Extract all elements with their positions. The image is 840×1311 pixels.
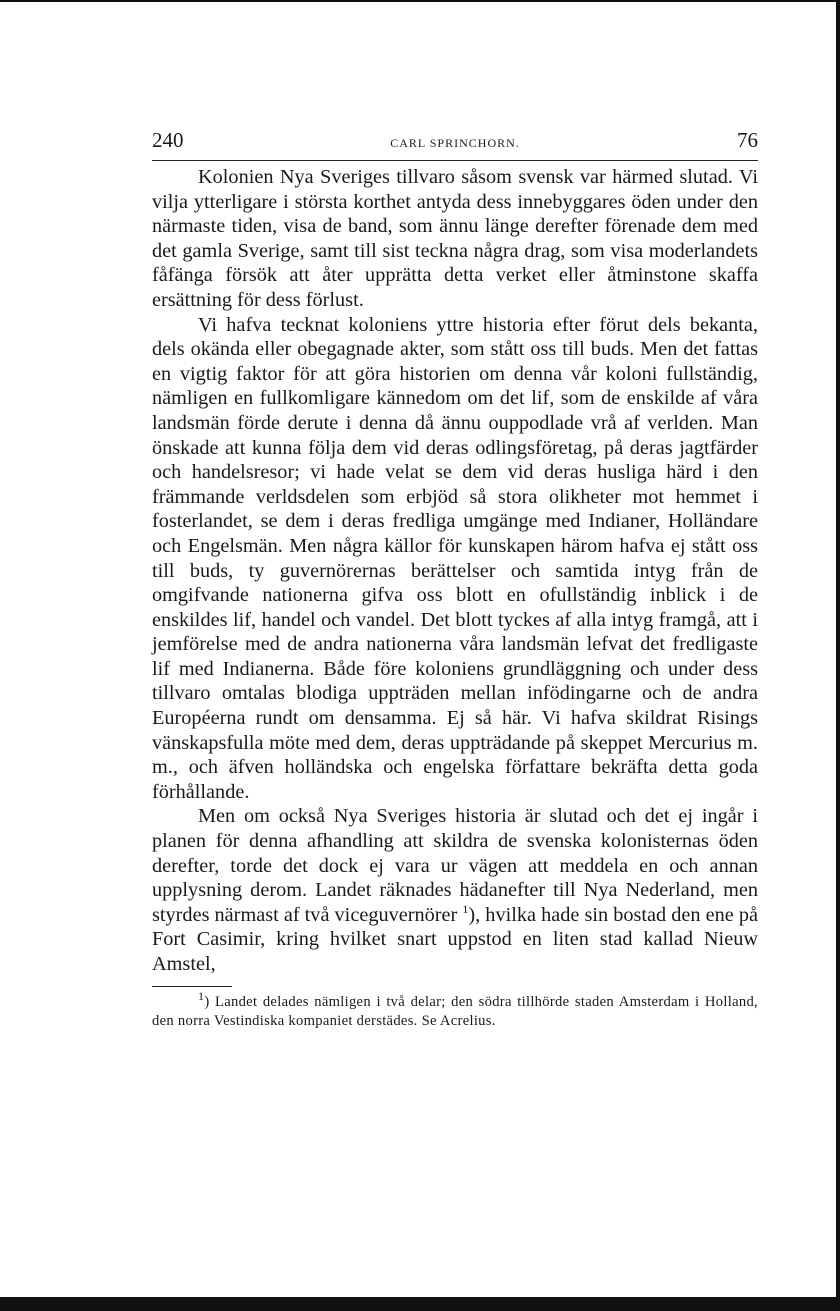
scan-border-bottom xyxy=(0,1297,840,1311)
scan-border-right xyxy=(836,0,840,1311)
paragraph: Kolonien Nya Sveriges tillvaro såsom svensk var härmed slutad. Vi vilja ytterligare i största korthet antyda dess innebyggares öden under den närmaste tiden, visa de band, som ännu länge derefter förenade dem med det gamla Sverige, samt till sist teckna några drag, som visa moderlandets fåfänga försök att åter upprätta detta verket eller åtminstone skaffa ersättning för dess förlust. xyxy=(152,166,758,311)
paragraph xyxy=(152,804,758,976)
page-number: 240 xyxy=(152,128,184,152)
footnote-rule xyxy=(152,986,232,987)
scan-border-top xyxy=(0,0,840,2)
running-head xyxy=(152,128,758,158)
paragraph-text: ), hvilka hade sin bostad den ene på Fort Casimir, kring hvilket snart uppstod en liten stad kallad Nieuw Amstel, xyxy=(152,903,758,975)
book-page xyxy=(152,128,758,1031)
sheet-number: 76 xyxy=(737,128,758,152)
footnote-text: ) Landet delades nämligen i två delar; den södra tillhörde staden Amsterdam i Holland, den norra Vestindiska kompaniet derstädes. Se Acrelius. xyxy=(152,993,758,1029)
paragraph: Vi hafva tecknat koloniens yttre historia efter förut dels bekanta, dels okända eller obegagnade akter, som stått oss till buds. Men det fattas en vigtig faktor för att göra historien om denna vår koloni fullständig, nämligen en fullkomligare kännedom om det lif, som de enskilde af våra landsmän förde derute i denna då ännu ouppodlade vrå af verlden. Man önskade att kunna följa dem vid deras odlingsföretag, på deras jagtfärder och handelsresor; vi hade velat se dem vid deras husliga härd i den främmande verldsdelen som erbjöd så stora olikheter mot hemmet i fosterlandet, se dem i deras fredliga umgänge med Indianer, Holländare och Engelsmän. Men några källor för kunskapen härom hafva ej stått oss till buds, ty guvernörernas berättelser och samtida intyg från de omgifvande nationerna gifva oss blott en ofullständig inblick i de enskildes lif, handel och vandel. Det blott tyckes af alla intyg framgå, att i jemförelse med de andra nationerna våra landsmän lefvat det fredligaste lif med Indianerna. Både före koloniens grundläggning och under dess tillvaro omtalas blodiga uppträden mellan infödingarne och de andra Européerna rundt om densamma. Ej så här. Vi hafva skildrat Risings vänskapsfulla möte med dem, deras uppträdande på skeppet Mercurius m. m., och äfven holländska och engelska författare bekräfta detta goda förhållande. xyxy=(152,313,758,803)
footnote-reference: 1 xyxy=(462,902,469,917)
header-rule xyxy=(152,160,758,161)
paragraph-text: Men om också Nya Sveriges historia är slutad och det ej ingår i planen för denna afhandling att skildra de svenska kolonisternas öden derefter, torde det dock ej vara ur vägen att meddela en och annan upplysning derom. Landet räknades hädanefter till Nya Nederland, men styrdes närmast af två viceguvernörer xyxy=(152,805,758,926)
footnote xyxy=(152,988,758,1031)
body-text xyxy=(152,165,758,977)
running-title: CARL SPRINCHORN. xyxy=(390,136,520,150)
footnote-marker: 1 xyxy=(198,988,205,1003)
